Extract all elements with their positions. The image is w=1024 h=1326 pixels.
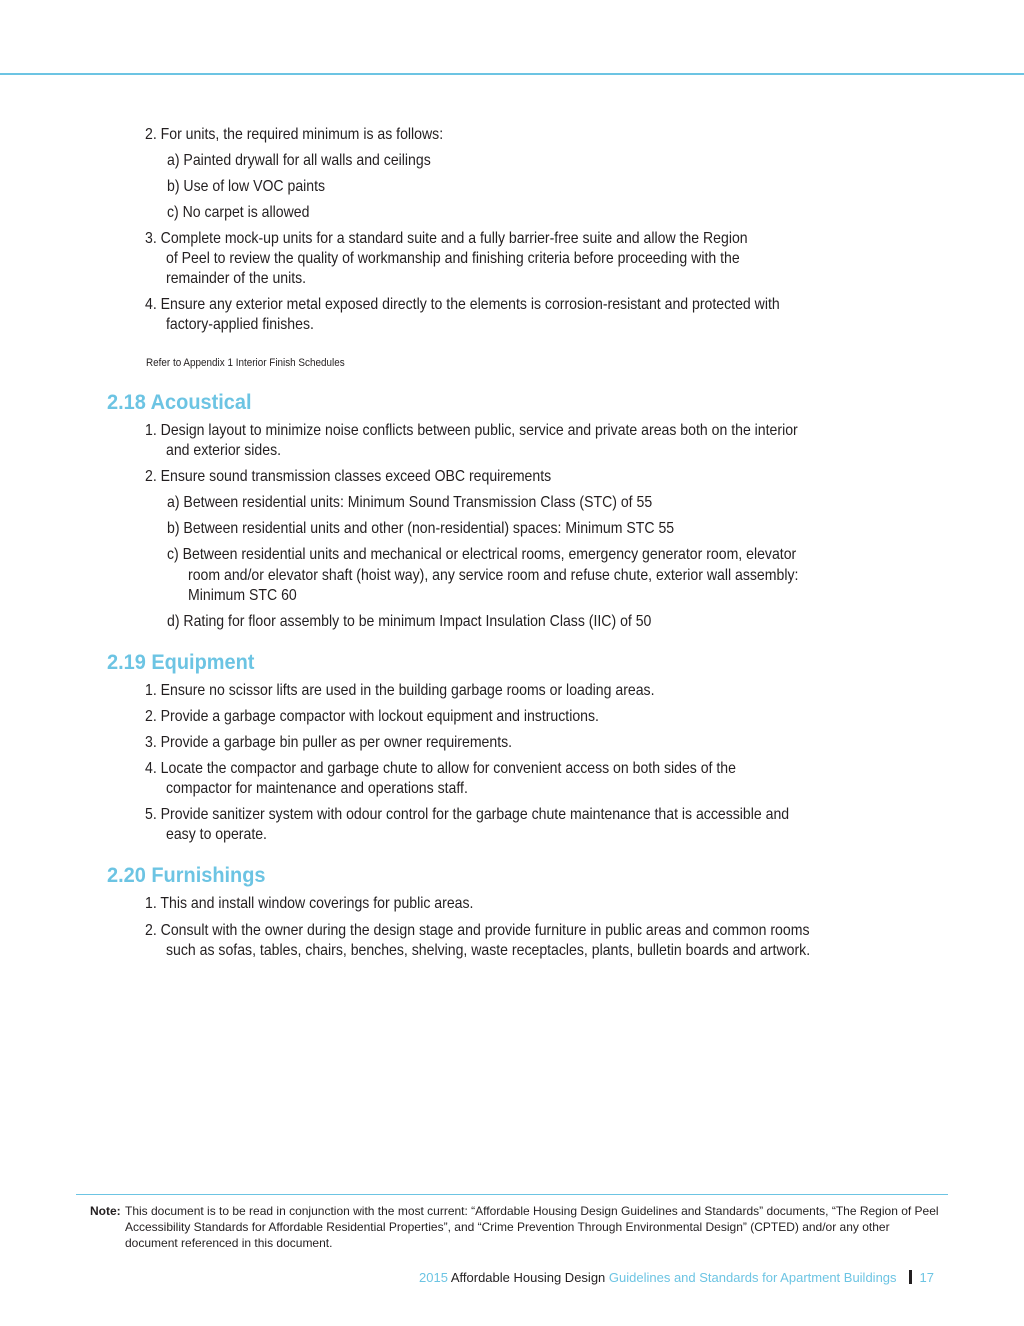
list-item: 1. This and install window coverings for public areas. — [145, 895, 474, 912]
list-item-continuation: compactor for maintenance and operations staff. — [166, 780, 468, 797]
list-subitem: a) Painted drywall for all walls and ceilings — [167, 152, 431, 169]
list-subitem-continuation: room and/or elevator shaft (hoist way), any service room and refuse chute, exterior wall assembly: — [188, 567, 799, 584]
list-item: 1. Ensure no scissor lifts are used in the building garbage rooms or loading areas. — [145, 682, 655, 699]
section-heading-furnishings: 2.20 Furnishings — [107, 864, 266, 887]
list-item-continuation: easy to operate. — [166, 826, 267, 843]
list-subitem: b) Between residential units and other (non-residential) spaces: Minimum STC 55 — [167, 520, 675, 537]
note-label: Note: — [90, 1204, 121, 1218]
list-item-continuation: factory-applied finishes. — [166, 316, 314, 333]
list-item: 2. For units, the required minimum is as follows: — [145, 126, 444, 143]
list-item: 4. Ensure any exterior metal exposed directly to the elements is corrosion-resistant and protected with — [145, 296, 780, 313]
list-subitem: a) Between residential units: Minimum Sound Transmission Class (STC) of 55 — [167, 494, 653, 511]
note-rule — [76, 1194, 948, 1195]
list-item-continuation: and exterior sides. — [166, 442, 282, 459]
list-item-continuation: remainder of the units. — [166, 270, 307, 287]
list-item: 3. Provide a garbage bin puller as per owner requirements. — [145, 734, 513, 751]
footer-title-blue: Guidelines and Standards for Apartment Buildings — [608, 1270, 897, 1285]
footer-title-dark: Affordable Housing Design — [450, 1270, 606, 1285]
list-item-continuation: such as sofas, tables, chairs, benches, shelving, waste receptacles, plants, bulletin boards and artwork. — [166, 942, 811, 959]
list-item: 2. Provide a garbage compactor with lockout equipment and instructions. — [145, 708, 599, 725]
footer-year: 2015 — [419, 1270, 448, 1285]
list-item: 1. Design layout to minimize noise conflicts between public, service and private areas both on the interior — [145, 422, 798, 439]
section-heading-equipment: 2.19 Equipment — [107, 651, 255, 674]
list-item: 5. Provide sanitizer system with odour control for the garbage chute maintenance that is accessible and — [145, 806, 790, 823]
list-item: 2. Ensure sound transmission classes exceed OBC requirements — [145, 468, 552, 485]
list-item-continuation: of Peel to review the quality of workmanship and finishing criteria before proceeding with the — [166, 250, 740, 267]
section-heading-acoustical: 2.18 Acoustical — [107, 391, 252, 414]
list-subitem-continuation: Minimum STC 60 — [188, 587, 297, 604]
list-subitem: c) Between residential units and mechanical or electrical rooms, emergency generator room, elevator — [167, 546, 797, 563]
reference-note: Refer to Appendix 1 Interior Finish Schedules — [146, 357, 345, 369]
list-subitem: c) No carpet is allowed — [167, 204, 310, 221]
top-rule — [0, 73, 1024, 75]
list-item: 3. Complete mock-up units for a standard suite and a fully barrier-free suite and allow the Region — [145, 230, 748, 247]
list-item: 2. Consult with the owner during the design stage and provide furniture in public areas and common rooms — [145, 922, 810, 939]
note-text: This document is to be read in conjunction with the most current: “Affordable Housing Design Guidelines and Standards” documents, “The Region of Peel Accessibility Standards for Affordable Residential Properties”, and “Crime Prevention Through Environmental Design” (CPTED) and/or any other document referenced in this document. — [125, 1204, 939, 1250]
list-item: 4. Locate the compactor and garbage chute to allow for convenient access on both sides of the — [145, 760, 736, 777]
list-subitem: d) Rating for floor assembly to be minimum Impact Insulation Class (IIC) of 50 — [167, 613, 652, 630]
page-number: 17 — [919, 1270, 934, 1285]
list-subitem: b) Use of low VOC paints — [167, 178, 326, 195]
page-footer — [419, 1270, 934, 1285]
footer-divider — [909, 1270, 912, 1284]
